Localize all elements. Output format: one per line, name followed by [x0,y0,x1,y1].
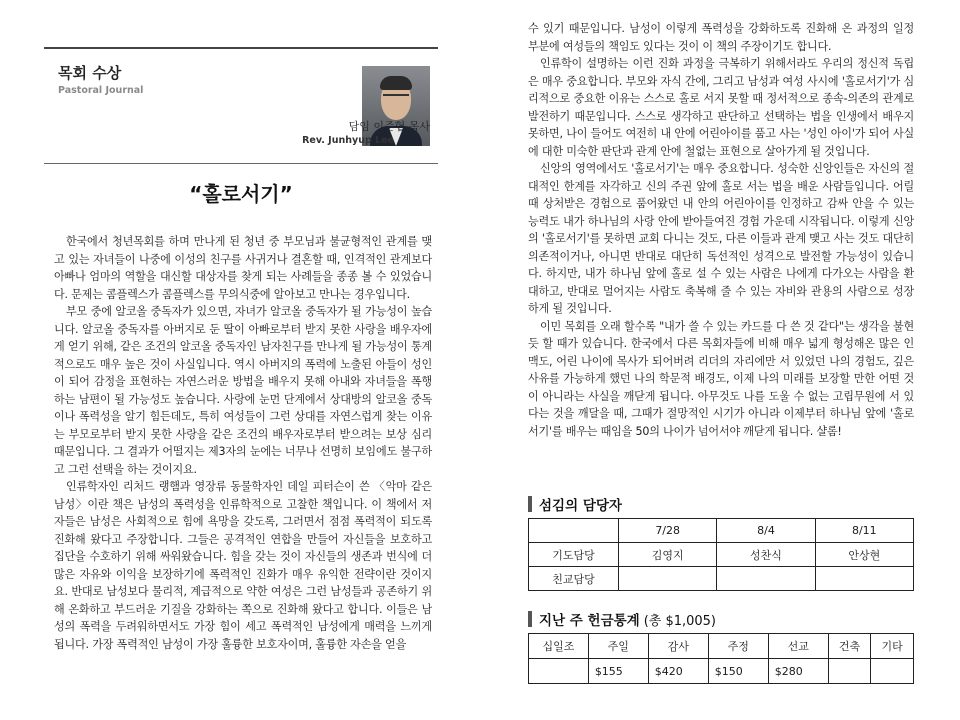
paragraph: 수 있기 때문입니다. 남성이 이렇게 폭력성을 강화하도록 진화해 온 과정의 일정 부분에 여성들의 책임도 있다는 것이 이 책의 주장이기도 합니다. [528,22,914,53]
table-row [529,519,914,543]
table-cell: 안상현 [815,543,913,567]
table-cell [529,659,589,684]
heading-bar [528,496,532,512]
column-header: 감사 [648,634,708,659]
duty-heading-text: 섬김의 담당자 [539,498,622,514]
table-cell [828,659,871,684]
offering-total: (총 $1,005) [643,613,717,629]
table-cell: $150 [708,659,768,684]
table-row [529,634,914,659]
column-header: 십일조 [529,634,589,659]
table-row [529,659,914,684]
paragraph: 부모 중에 알코올 중독자가 있으면, 자녀가 알코올 중독자가 될 가능성이 높습니다. 알코올 중독자를 아버지로 둔 딸이 아빠로부터 받지 못한 사랑을 배우자에게 얻기 위해, 같은 조건의 알코올 중독자인 남자친구를 만나게 될 가능성이 통계적으로도 매우 높은 것이 사실입니다. 역시 아버지의 폭력에 노출된 아들이 성인이 되어 감정을 표현하는 자연스러운 방법을 배우지 못해 아내와 자녀들을 폭행하는 남편이 될 가능성도 높습니다. 사랑에 눈먼 단계에서 상대방의 알코올 중독이나 폭력성을 알기 힘든데도, 특히 여성들이 그런 상대를 자연스럽게 찾는 이유는 부모로부터 받지 못한 사랑을 같은 조건의 배우자로부터 받으려는 보상 심리 때문입니다. 그 결과가 어떨지는 제3자의 눈에는 너무나 선명히 보임에도 불구하고 그런 선택을 하는 것이지요. [54,305,432,476]
column-header: 주정 [708,634,768,659]
table-cell [717,567,815,591]
article-body-right [528,20,914,440]
header-bottom-rule [44,163,438,164]
table-cell: 성찬식 [717,543,815,567]
date-header: 8/4 [717,519,815,543]
table-cell [529,519,619,543]
offering-heading-text: 지난 주 헌금통계 [539,613,640,629]
author-name: 담임 이준협 목사 [348,120,430,133]
table-cell: $155 [588,659,648,684]
column-header: 기타 [871,634,914,659]
date-header: 8/11 [815,519,913,543]
table-cell: 김영지 [619,543,717,567]
date-header: 7/28 [619,519,717,543]
heading-bar [528,611,532,627]
table-cell: $420 [648,659,708,684]
paragraph: 한국에서 청년목회를 하며 만나게 된 청년 중 부모님과 불균형적인 관계를 맺고 있는 자녀들이 나중에 이성의 친구를 사귀거나 결혼할 때, 인격적인 관계보다 아빠나 엄마의 역할을 대신할 대상자를 찾게 되는 사례들을 종종 볼 수 있었습니다. 문제는 콤플렉스가 콤플렉스를 무의식중에 알아보고 만나는 경우입니다. [54,235,432,301]
author-english-name: Rev. Junhyup Lee [302,135,394,146]
paragraph: 인류학이 설명하는 이런 진화 과정을 극복하기 위해서라도 우리의 정신적 독립은 매우 중요합니다. 부모와 자식 간에, 그리고 남성과 여성 사시에 '홀로서기'가 심리적으로 중요한 이유는 스스로 홀로 서지 못할 때 정서적으로 종속-의존의 관계로 발전하기 때문입니다. 스스로 생각하고 판단하고 선택하는 법을 인생에서 배우지 못하면, 나이 들어도 여전히 내 안에 어린아이를 품고 사는 '성인 아이'가 되어 사실에 대한 미숙한 판단과 관계 안에 철없는 표현으로 살아가게 될 것입니다. [528,57,914,158]
column-header: 건축 [828,634,871,659]
paragraph: 이민 목회를 오래 할수록 "내가 쓸 수 있는 카드를 다 쓴 것 같다"는 생각을 불현듯 할 때가 있습니다. 한국에서 다른 목회자들에 비해 매우 넓게 형성해온 많은 인맥도, 어린 나이에 목사가 되어버려 리더의 자리에만 서 있었던 나의 경험도, 깊은 사유를 가능하게 했던 나의 학문적 배경도, 이제 나의 미래를 보장할 만한 어떤 것이 아니라는 사실을 깨닫게 됩니다. 아무것도 나를 도울 수 없는 고립무원에 서 있다는 것을 깨달을 때, 그때가 절망적인 시기가 아니라 이제부터 하나님 앞에 '홀로서기'를 배우는 때임을 50의 나이가 넘어서야 깨닫게 됩니다. 샬롬! [528,319,914,438]
table-cell [619,567,717,591]
table-row [529,567,914,591]
article-title: “홀로서기” [189,182,293,206]
offering-table [528,633,914,684]
column-header: 선교 [768,634,828,659]
article-body-left [54,233,432,653]
row-label: 기도담당 [529,543,619,567]
duty-heading [528,494,622,514]
paragraph: 신앙의 영역에서도 '홀로서기'는 매우 중요합니다. 성숙한 신앙인들은 자신의 절대적인 한계를 자각하고 신의 주권 앞에 홀로 서는 법을 배운 사람들입니다. 어릴 때 상처받은 경험으로 품어왔던 내 안의 어린아이를 인정하고 감싸 안을 수 있는 능력도 내가 하나님의 사랑 안에 받아들여진 경험 가운데 시작됩니다. 이렇게 신앙의 '홀로서기'를 못하면 교회 다니는 것도, 다른 이들과 관계 맺고 사는 것도 대단히 의존적이거나, 아니면 반대로 대단히 독선적인 성격으로 발전할 가능성이 있습니다. 하지만, 내가 하나님 앞에 홀로 설 수 있는 사람은 나에게 다가오는 사람을 환대하고, 반대로 멀어지는 사람도 축복해 줄 수 있는 자비와 관용의 사람으로 성장하게 될 것입니다. [528,162,914,315]
right-page [480,0,960,720]
offering-heading [528,609,716,629]
table-cell: $280 [768,659,828,684]
author-photo [362,66,430,146]
table-cell [871,659,914,684]
paragraph: 인류학자인 리처드 랭햄과 영장류 동물학자인 데일 피터슨이 쓴 〈악마 같은 남성〉이란 책은 남성의 폭력성을 인류학적으로 고찰한 책입니다. 이 책에서 저자들은 남성은 사회적으로 힘에 욕망을 갖도록, 그러면서 점점 폭력적이 되도록 진화해 왔다고 주장합니다. 그들은 공격적인 연합을 만들어 자신들을 보호하고 집단을 수호하기 위해 싸워왔습니다. 힘을 갖는 것이 자신들의 생존과 번식에 더 많은 자유와 이익을 보장하기에 폭력적인 진화가 매우 유익한 전략이란 것이지요. 반대로 남성보다 물리적, 계급적으로 약한 여성은 그런 남성들과 공존하기 위해 온화하고 부드러운 기질을 강화하는 쪽으로 진화해 왔다고 합니다. 이들은 남성의 폭력을 두려워하면서도 가장 힘이 세고 폭력적인 남성에게 매력을 느끼게 됩니다. 가장 폭력적인 남성이 가장 훌륭한 보호자이며, 훌륭한 자손을 얻을 [54,480,432,651]
duty-table [528,518,914,591]
column-subtitle: Pastoral Journal [58,85,144,96]
table-row [529,543,914,567]
table-cell [815,567,913,591]
header-top-rule [44,47,438,49]
row-label: 친교담당 [529,567,619,591]
column-header: 주일 [588,634,648,659]
column-title: 목회 수상 [58,64,122,82]
